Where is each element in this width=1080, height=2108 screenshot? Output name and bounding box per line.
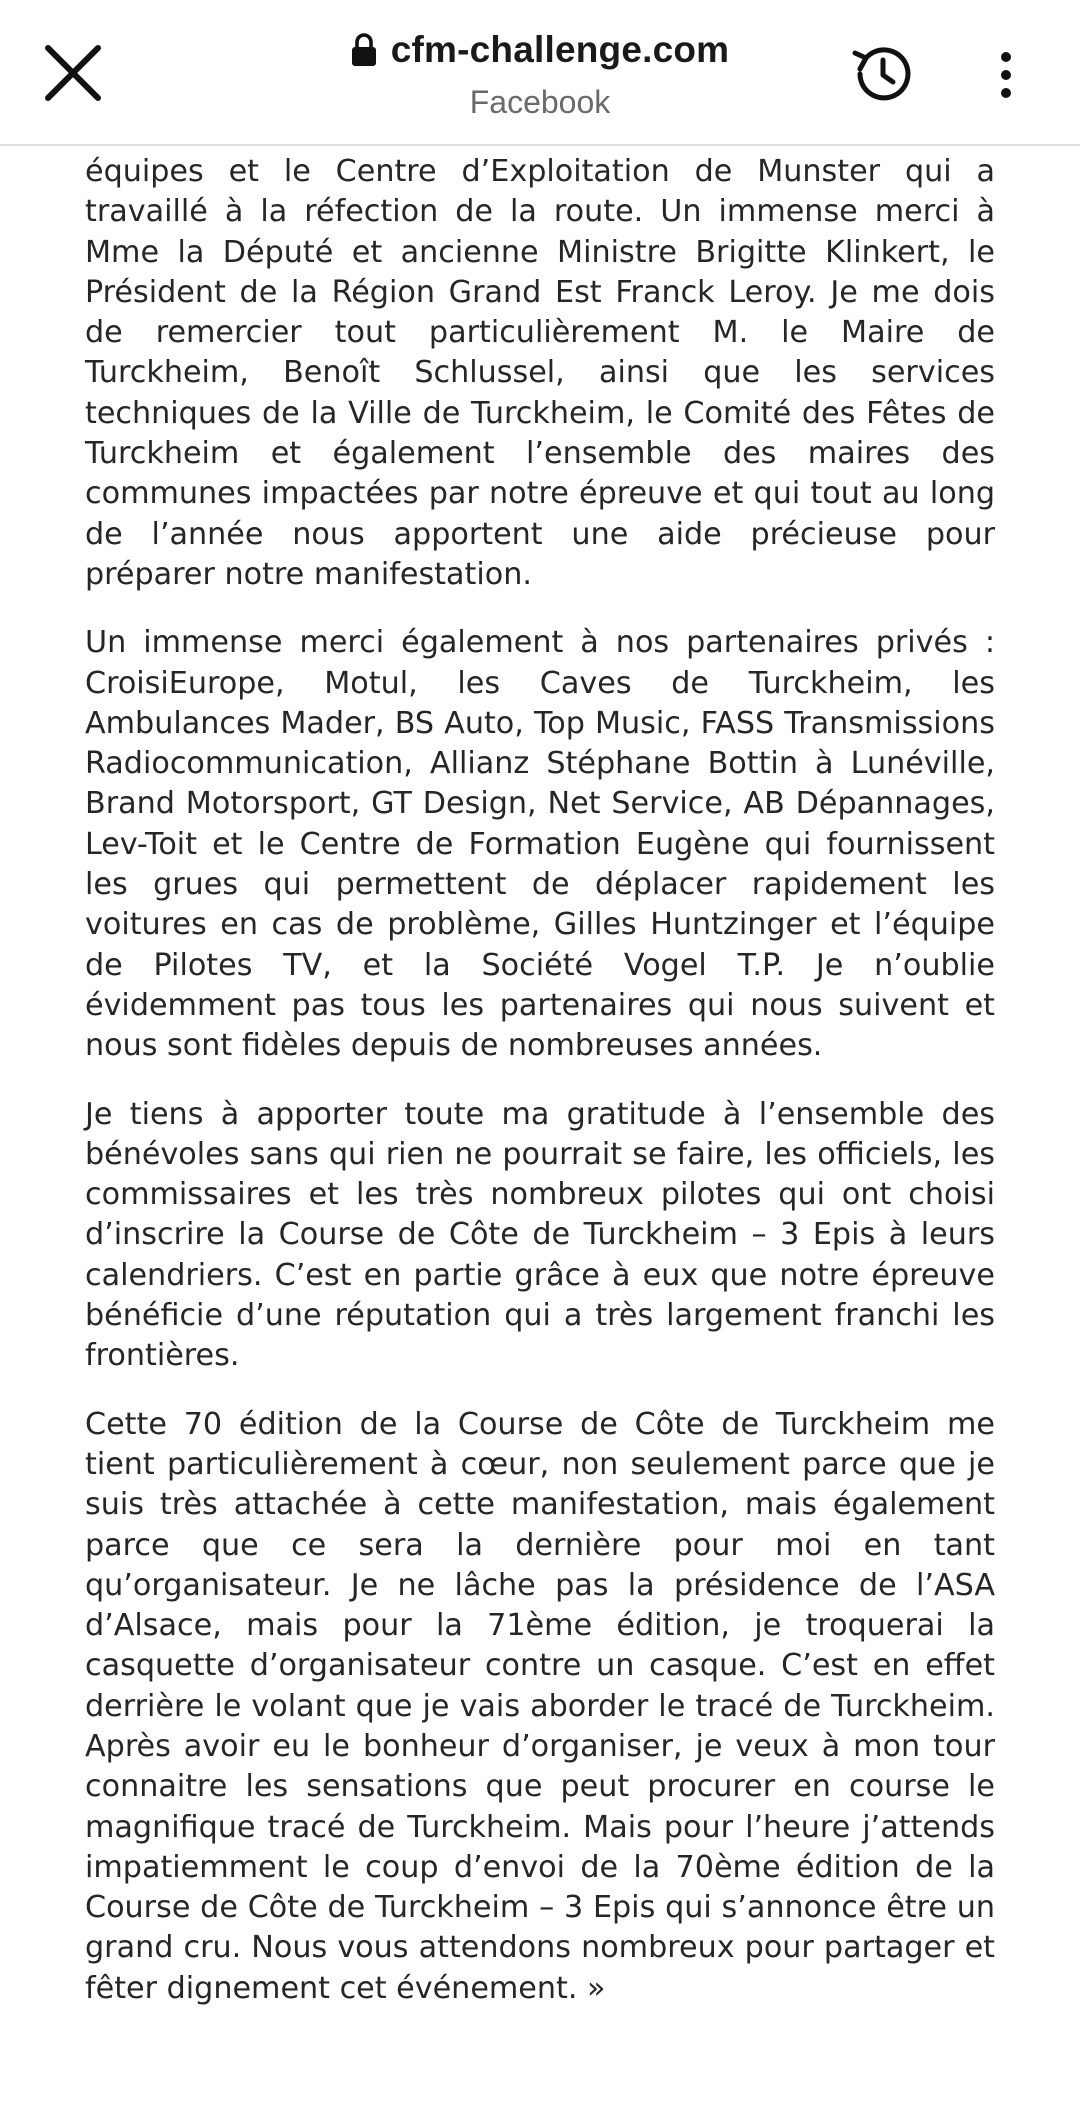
article-paragraph: équipes et le Centre d’Exploitation de Munster qui a travaillé à la réfection de la route. Un immense merci à Mme la Député et ancienne Ministre Brigitte Klinkert, le Président de la Région Grand Est Franck Leroy. Je me dois de remercier tout particulièrement M. le Maire de Turckheim, Benoît Schlussel, ainsi que les services techniques de la Ville de Turckheim, le Comité des Fêtes de Turckheim et également l’ensemble des maires des communes impactées par notre épreuve et qui tout au long de l’année nous apportent une aide précieuse pour préparer notre manifestation.	[85, 154, 995, 592]
article-paragraph: Je tiens à apporter toute ma gratitude à l’ensemble des bénévoles sans qui rien ne pourrait se faire, les officiels, les commissaires et les très nombreux pilotes qui ont choisi d’inscrire la Course de Côte de Turckheim – 3 Epis à leurs calendriers. C’est en partie grâce à eux que notre épreuve bénéficie d’une réputation qui a très largement franchi les frontières.	[85, 1096, 995, 1374]
browser-toolbar	[0, 0, 1080, 146]
article-paragraph: Cette 70 édition de la Course de Côte de Turckheim me tient particulièrement à cœur, non seulement parce que je suis très attachée à cette manifestation, mais également parce que ce sera la dernière pour moi en tant qu’organisateur. Je ne lâche pas la présidence de l’ASA d’Alsace, mais pour la 71ème édition, je troquerai la casquette d’organisateur contre un casque. C’est en effet derrière le volant que je vais aborder le tracé de Turckheim. Après avoir eu le bonheur d’organiser, je veux à mon tour connaitre les sensations que peut procurer en course le magnifique tracé de Turckheim. Mais pour l’heure j’attends impatiemment le coup d’envoi de la 70ème édition de la Course de Côte de Turckheim – 3 Epis qui s’annonce être un grand cru. Nous vous attendons nombreux pour partager et fêter dignement cet événement. »	[85, 1406, 995, 2006]
page-source-label: Facebook	[469, 84, 611, 120]
more-vertical-icon[interactable]	[990, 40, 1022, 110]
lock-icon	[351, 33, 377, 67]
url-line	[240, 24, 840, 76]
article-body	[85, 152, 995, 2037]
history-icon[interactable]	[846, 38, 918, 110]
article-paragraph: Un immense merci également à nos partenaires privés : CroisiEurope, Motul, les Caves de Turckheim, les Ambulances Mader, BS Auto, Top Music, FASS Transmissions Radiocommunication, Allianz Stéphane Bottin à Lunéville, Brand Motorsport, GT Design, Net Service, AB Dépannages, Lev-Toit et le Centre de Formation Eugène qui fournissent les grues qui permettent de déplacer rapidement les voitures en cas de problème, Gilles Huntzinger et l’équipe de Pilotes TV, et la Société Vogel T.P. Je n’oublie évidemment pas tous les partenaires qui nous suivent et nous sont fidèles depuis de nombreuses années.	[85, 625, 995, 1064]
domain-text: cfm-challenge.com	[390, 29, 730, 70]
close-icon[interactable]	[40, 40, 106, 106]
url-bar[interactable]	[240, 24, 840, 121]
